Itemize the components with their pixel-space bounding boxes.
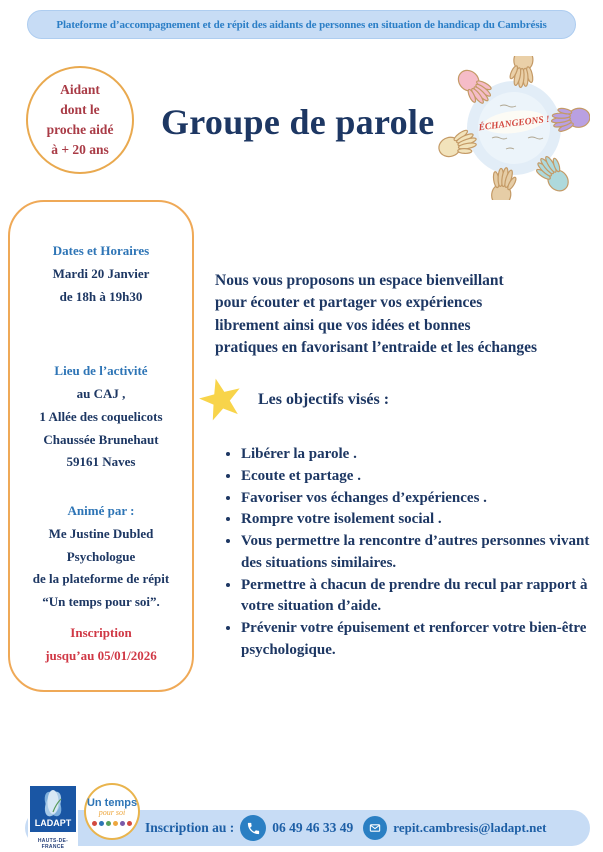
facilitator-heading: Animé par : (67, 503, 135, 518)
objective-item: • Prévenir votre épuisement et renforcer votre bien-être psychologique. (241, 618, 602, 662)
location-heading: Lieu de l’activité (54, 363, 148, 379)
objectives-list (224, 444, 602, 662)
email-icon (363, 816, 387, 840)
facilitator-line: Psychologue (66, 548, 136, 564)
objective-item: • Rompre votre isolement social . (241, 509, 602, 531)
objective-item: • Libérer la parole . (241, 444, 602, 466)
inscription-line: jusqu’au 05/01/2026 (45, 647, 157, 663)
hands-circle-illustration (436, 56, 590, 200)
badge-line: à + 20 ans (51, 142, 109, 158)
top-banner-text: Plateforme d’accompagnement et de répit des aidants de personnes en situation de handicap du Cambrésis (56, 18, 547, 31)
ladapt-logo-image (30, 786, 76, 832)
ladapt-logo (28, 786, 78, 850)
dates-heading: Dates et Horaires (52, 243, 150, 258)
svg-text:LADAPT: LADAPT (34, 818, 72, 828)
illustration-center-text: ÉCHANGEONS ! (478, 114, 551, 134)
footer-contact-row (145, 810, 546, 846)
location-line: au CAJ , (76, 386, 126, 401)
objective-item: • Ecoute et partage . (241, 466, 602, 488)
audience-badge (26, 66, 134, 174)
objectives-heading: Les objectifs visés : (258, 391, 390, 408)
objective-item: • Vous permettre la rencontre d’autres personnes vivant des situations similaires. (241, 531, 602, 575)
time-line: de 18h à 19h30 (59, 288, 143, 304)
footer-label: Inscription au : (145, 820, 235, 835)
phone-number[interactable]: 06 49 46 33 49 (272, 820, 354, 835)
intro-line: pratiques en favorisant l’entraide et les échanges (215, 339, 538, 357)
badge-line: Aidant (60, 81, 100, 97)
intro-paragraph (215, 270, 603, 360)
location-line: 59161 Naves (66, 454, 136, 470)
sidebar-section-dates (16, 240, 186, 308)
objectives-header-row (197, 376, 389, 424)
inscription-line: Inscription (70, 624, 132, 640)
intro-line: librement ainsi que vos idées et bonnes (215, 316, 471, 334)
date-line: Mardi 20 Janvier (52, 265, 150, 281)
objective-item: • Favoriser vos échanges d’expériences . (241, 488, 602, 510)
inscription-deadline (16, 622, 186, 668)
sidebar-section-facilitator (16, 500, 186, 614)
contact-email[interactable]: repit.cambresis@ladapt.net (393, 820, 547, 835)
info-sidebar (8, 200, 194, 692)
phone-icon (240, 815, 266, 841)
un-temps-pour-soi-logo (84, 783, 140, 840)
ladapt-region-caption: HAUTS-DE-FRANCE (37, 838, 69, 850)
intro-line: Nous vous proposons un espace bienveillant (215, 272, 504, 289)
temps-logo-line2: pour soi (98, 808, 126, 818)
objective-item: • Permettre à chacun de prendre du recul par rapport à votre situation d’aide. (241, 575, 602, 619)
intro-line: pour écouter et partager vos expériences (215, 294, 483, 312)
facilitator-line: Me Justine Dubled (48, 525, 154, 541)
temps-logo-people (92, 821, 132, 826)
badge-line: dont le (60, 101, 100, 117)
sidebar-section-location (16, 360, 186, 474)
location-line: 1 Allée des coquelicots (39, 408, 163, 424)
location-line: Chaussée Brunehaut (43, 431, 159, 447)
star-icon (197, 376, 245, 424)
facilitator-line: de la plateforme de répit (32, 571, 170, 587)
temps-logo-line1: Un temps (86, 797, 138, 810)
top-banner (27, 10, 576, 39)
badge-line: proche aidé (46, 122, 114, 137)
facilitator-line: “Un temps pour soi”. (42, 594, 160, 609)
page-title: Groupe de parole (161, 102, 435, 142)
